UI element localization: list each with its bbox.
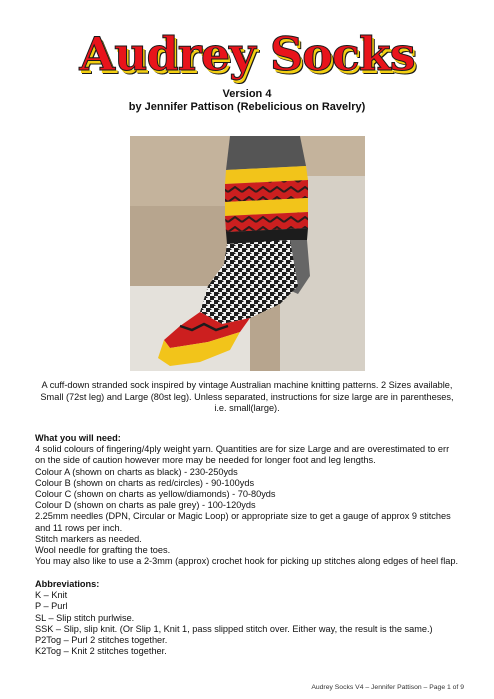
abbreviation-line: P – Purl: [35, 601, 68, 612]
page-footer: Audrey Socks V4 – Jennifer Pattison – Page 1 of 9: [311, 684, 464, 691]
abbreviation-line: SSK – Slip, slip knit. (Or Slip 1, Knit 1, pass slipped stitch over. Either way, the result is the same.): [35, 623, 433, 634]
author-byline: by Jennifer Pattison (Rebelicious on Ravelry): [128, 101, 366, 113]
abbreviation-line: K2Tog – Knit 2 stitches together.: [35, 646, 167, 657]
needs-section: [35, 433, 465, 567]
needs-line: 4 solid colours of fingering/4ply weight yarn. Quantities are for size Large and are overestimated to err: [35, 444, 450, 455]
needs-line: Colour B (shown on charts as red/circles) - 90-100yds: [35, 477, 255, 488]
needs-line: Stitch markers as needed.: [35, 533, 142, 544]
needs-line: 2.25mm needles (DPN, Circular or Magic Loop) or appropriate size to get a gauge of approx 9 stitches: [35, 511, 451, 522]
sock-photo-image: [130, 136, 365, 371]
page-title: Audrey Socks: [79, 27, 415, 81]
needs-line: Colour D (shown on charts as pale grey) - 100-120yds: [35, 500, 256, 511]
abbreviations-heading: Abbreviations:: [35, 579, 100, 589]
version-label: Version 4: [222, 88, 272, 100]
needs-line: Wool needle for grafting the toes.: [35, 545, 171, 556]
abbreviations-section: [35, 579, 465, 657]
title-block: [0, 26, 494, 82]
abbreviation-line: SL – Slip stitch purlwise.: [35, 612, 135, 623]
abbreviation-line: K – Knit: [35, 590, 68, 601]
needs-line: on the side of caution however more may be needed for longer foot and leg lengths.: [35, 455, 376, 466]
sock-illustration: [130, 136, 365, 371]
needs-line: You may also like to use a 2-3mm (approx) crochet hook for picking up stitches along edges of heel flap.: [35, 556, 459, 567]
intro-line: Small (72st leg) and Large (80st leg). Unless separated, instructions for size large are in parentheses,: [40, 391, 454, 402]
intro-line: i.e. small(large).: [214, 403, 280, 413]
intro-line: A cuff-down stranded sock inspired by vintage Australian machine knitting patterns. 2 Sizes available,: [41, 380, 453, 390]
abbreviation-line: P2Tog – Purl 2 stitches together.: [35, 635, 168, 646]
intro-paragraph: [30, 380, 464, 415]
needs-heading: What you will need:: [35, 433, 121, 443]
needs-line: Colour C (shown on charts as yellow/diamonds) - 70-80yds: [35, 489, 276, 500]
needs-line: Colour A (shown on charts as black) - 230-250yds: [35, 466, 238, 477]
needs-line: and 11 rows per inch.: [35, 522, 123, 533]
